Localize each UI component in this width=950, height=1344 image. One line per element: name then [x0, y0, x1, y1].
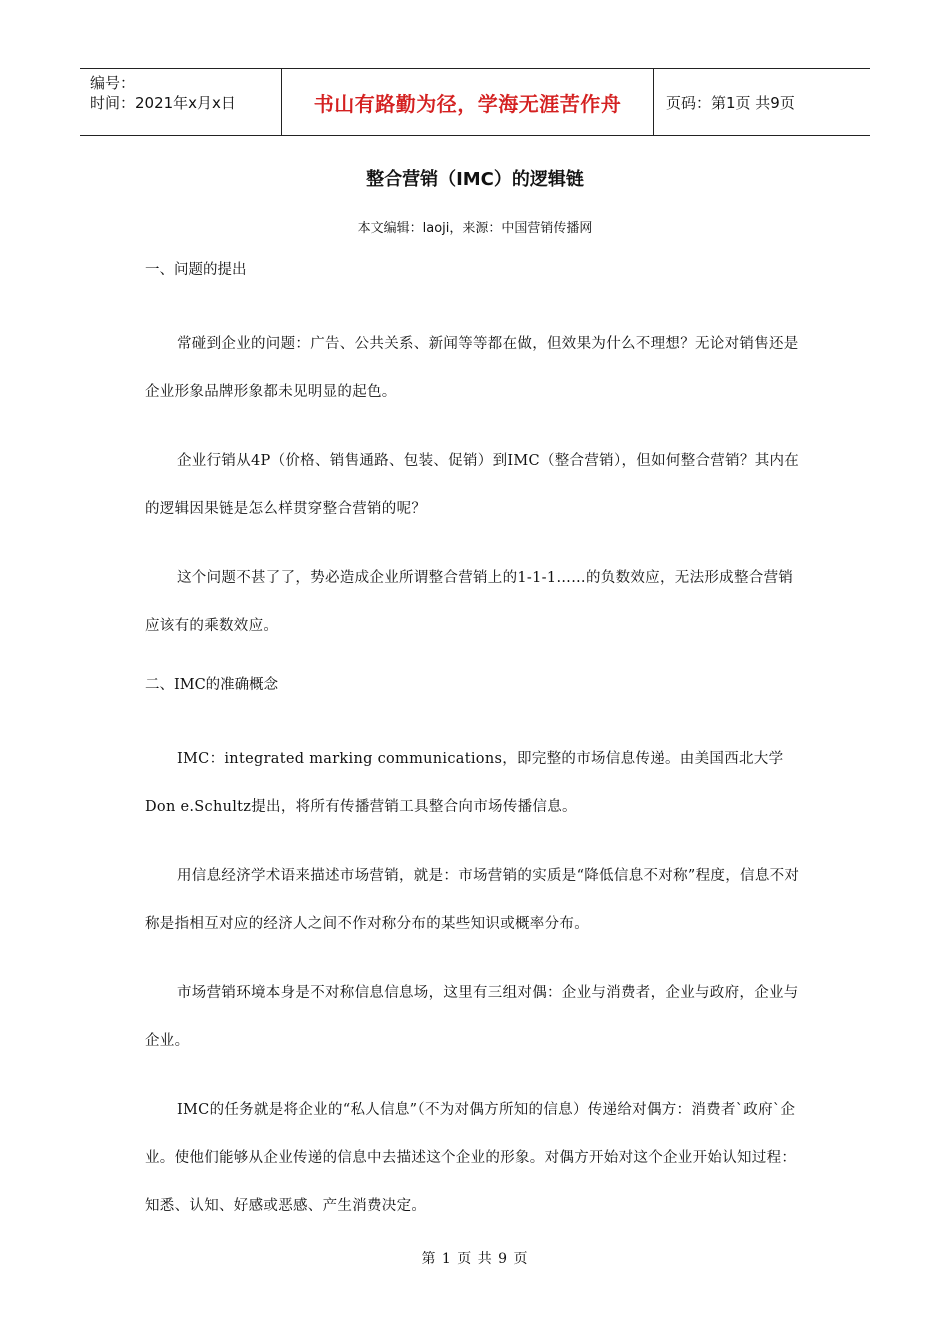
paragraph-5: 用信息经济学术语来描述市场营销，就是：市场营销的实质是“降低信息不对称”程度，信息不对称是指相互对应的经济人之间不作对称分布的某些知识或概率分布。 [145, 868, 800, 932]
document-number-label: 编号： [90, 74, 136, 92]
paragraph-7: IMC的任务就是将企业的“私人信息”（不为对偶方所知的信息）传递给对偶方：消费者`政府`企业。使他们能够从企业传递的信息中去描述这个企业的形象。对偶方开始对这个企业开始认知过程：知悉、认知、好感或恶感、产生消费决定。 [145, 1102, 797, 1214]
paragraph-2: 企业行销从4P（价格、销售通路、包装、促销）到IMC（整合营销），但如何整合营销？其内在的逻辑因果链是怎么样贯穿整合营销的呢？ [145, 453, 800, 517]
header-meta [80, 69, 282, 135]
page-header [80, 68, 870, 136]
section-heading-2: 二、IMC的准确概念 [145, 677, 279, 693]
article-body [145, 256, 805, 1230]
header-page-info: 页码：第1页 共9页 [666, 93, 795, 112]
paragraph-6: 市场营销环境本身是不对称信息信息场，这里有三组对偶：企业与消费者，企业与政府，企业与企业。 [145, 985, 799, 1049]
page-footer: 第 1 页 共 9 页 [421, 1251, 529, 1267]
header-motto: 书山有路勤为径，学海无涯苦作舟 [282, 69, 654, 135]
section-heading-1: 一、问题的提出 [145, 262, 247, 278]
paragraph-1: 常碰到企业的问题：广告、公共关系、新闻等等都在做，但效果为什么不理想？无论对销售还是企业形象品牌形象都未见明显的起色。 [145, 336, 799, 400]
article-source: 本文编辑：laoji，来源：中国营销传播网 [357, 221, 593, 236]
article-title: 整合营销（IMC）的逻辑链 [366, 169, 584, 190]
paragraph-3: 这个问题不甚了了，势必造成企业所谓整合营销上的1-1-1……的负数效应，无法形成整合营销应该有的乘数效应。 [145, 570, 794, 634]
paragraph-4: IMC：integrated marking communications，即完整的市场信息传递。由美国西北大学Don e.Schultz提出，将所有传播营销工具整合向市场传播信息。 [145, 751, 784, 815]
document-date-label: 时间：2021年x月x日 [90, 94, 236, 112]
